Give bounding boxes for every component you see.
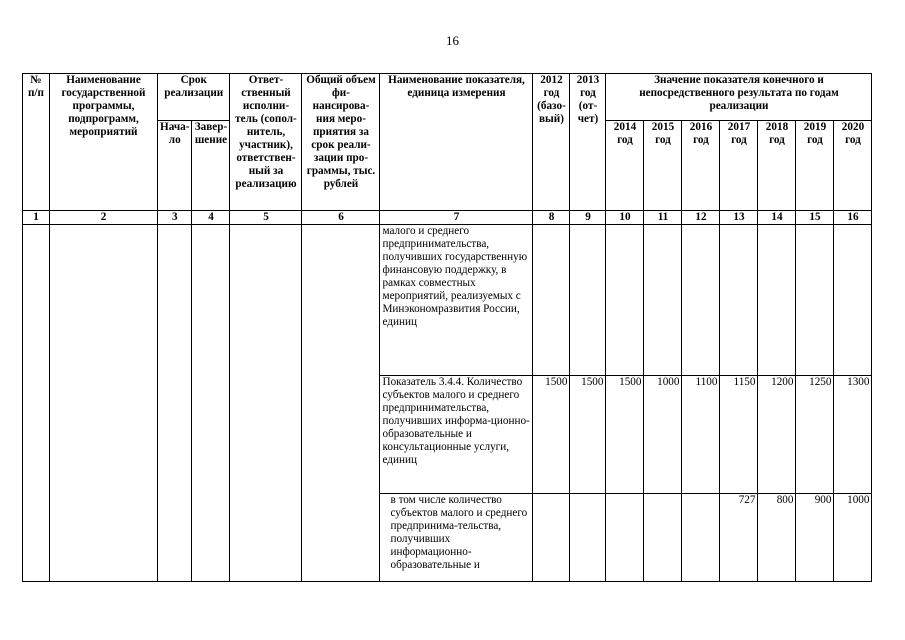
value-cell: 1500 [533, 376, 570, 494]
value-cell: 1150 [720, 376, 758, 494]
value-cell: 1200 [758, 376, 796, 494]
column-number: 2 [50, 211, 158, 225]
column-number: 1 [23, 211, 50, 225]
header-program: Наименование государственной программы, подпрограмм, мероприятий [50, 74, 158, 211]
column-number: 11 [644, 211, 682, 225]
column-number: 15 [796, 211, 834, 225]
header-2012: 2012 год (базо-вый) [533, 74, 570, 211]
value-cell [682, 494, 720, 582]
value-cell [834, 225, 872, 376]
value-cell [644, 225, 682, 376]
column-number: 6 [302, 211, 380, 225]
cell-num [23, 225, 50, 582]
header-volume: Общий объем фи-нансирова-ния меро-приятия за срок реали-зации про-граммы, тыс. рублей [302, 74, 380, 211]
value-cell: 1500 [606, 376, 644, 494]
value-cell: 1100 [682, 376, 720, 494]
indicator-cell [380, 494, 533, 582]
column-number: 5 [230, 211, 302, 225]
cell-executor [230, 225, 302, 582]
column-number: 4 [192, 211, 230, 225]
column-number: 8 [533, 211, 570, 225]
page-number: 16 [446, 33, 459, 48]
column-number: 13 [720, 211, 758, 225]
column-number: 10 [606, 211, 644, 225]
cell-program [50, 225, 158, 582]
header-year: 2014 год [606, 121, 644, 211]
indicator-cell: Показатель 3.4.4. Количество субъектов малого и среднего предпринимательства, получивших информа-ционно-образовательные и консультационные услуги, единиц [380, 376, 533, 494]
column-number: 14 [758, 211, 796, 225]
value-cell [758, 225, 796, 376]
value-cell [606, 494, 644, 582]
value-cell [570, 494, 606, 582]
header-year: 2018 год [758, 121, 796, 211]
header-period: Срок реализации [158, 74, 230, 121]
value-cell: 727 [720, 494, 758, 582]
table-row [23, 225, 872, 376]
column-number: 9 [570, 211, 606, 225]
value-cell: 1000 [834, 494, 872, 582]
value-cell: 1500 [570, 376, 606, 494]
value-cell [644, 494, 682, 582]
header-year: 2020 год [834, 121, 872, 211]
header-end: Завер-шение [192, 121, 230, 211]
cell-volume [302, 225, 380, 582]
header-executor: Ответ-ственный исполни-тель (сопол-нитель, участник), ответствен-ный за реализацию [230, 74, 302, 211]
header-start: Нача-ло [158, 121, 192, 211]
column-number: 12 [682, 211, 720, 225]
indicators-table [22, 73, 872, 582]
value-cell [606, 225, 644, 376]
value-cell [570, 225, 606, 376]
header-year: 2019 год [796, 121, 834, 211]
value-cell [533, 225, 570, 376]
value-cell: 1250 [796, 376, 834, 494]
value-cell [720, 225, 758, 376]
header-year: 2017 год [720, 121, 758, 211]
value-cell: 900 [796, 494, 834, 582]
header-year: 2016 год [682, 121, 720, 211]
header-indicator: Наименование показателя, единица измерения [380, 74, 533, 211]
header-num: № п/п [23, 74, 50, 211]
header-value-group: Значение показателя конечного и непосредственного результата по годам реализации [606, 74, 872, 121]
header-year: 2015 год [644, 121, 682, 211]
indicator-subtext: в том числе количество субъектов малого и среднего предпринима-тельства, получивших информационно-образовательные и [390, 494, 528, 571]
value-cell [796, 225, 834, 376]
column-number: 16 [834, 211, 872, 225]
column-number: 3 [158, 211, 192, 225]
value-cell: 800 [758, 494, 796, 582]
cell-end [192, 225, 230, 582]
indicator-cell: малого и среднего предпринимательства, получивших государственную финансовую поддержку, в рамках совместных мероприятий, реализуемых с Минэкономразвития России, единиц [380, 225, 533, 376]
column-number: 7 [380, 211, 533, 225]
value-cell [533, 494, 570, 582]
value-cell: 1000 [644, 376, 682, 494]
value-cell [682, 225, 720, 376]
cell-start [158, 225, 192, 582]
value-cell: 1300 [834, 376, 872, 494]
header-2013: 2013 год (от-чет) [570, 74, 606, 211]
